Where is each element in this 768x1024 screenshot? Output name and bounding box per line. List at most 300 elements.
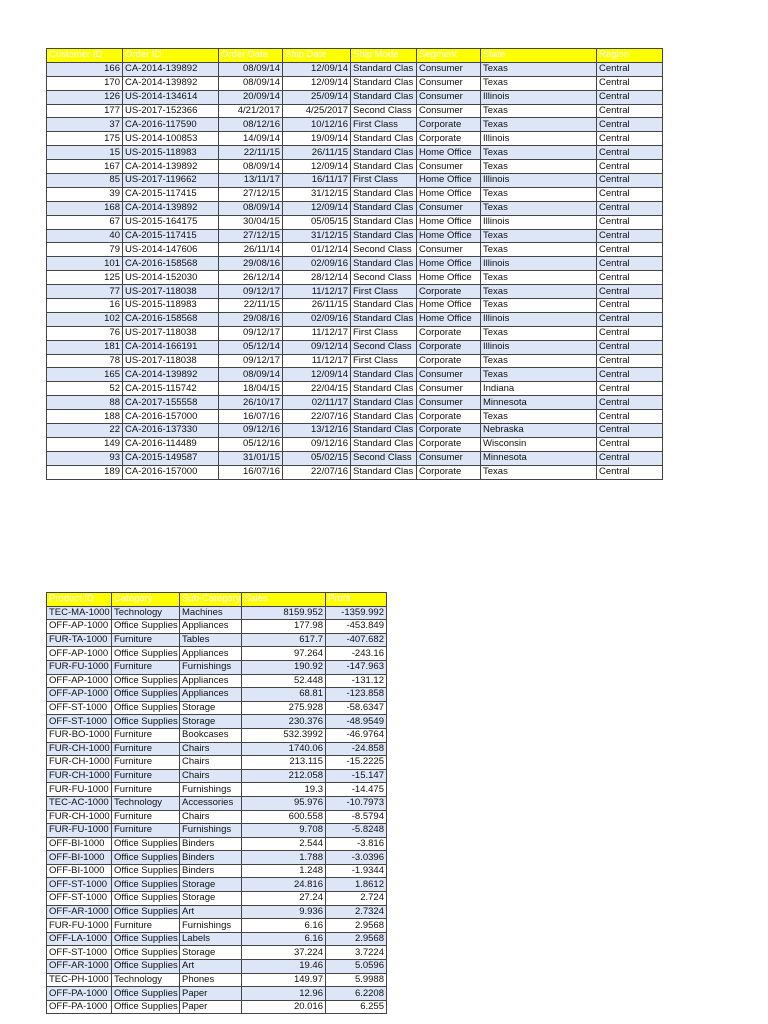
table-cell-sales[interactable]: 212.058 xyxy=(242,769,326,783)
table-cell-category[interactable]: Furniture xyxy=(112,742,180,756)
table-cell-sales[interactable]: 617.7 xyxy=(242,633,326,647)
table-cell-category[interactable]: Furniture xyxy=(112,728,180,742)
table-cell-ship-date[interactable]: 16/11/17 xyxy=(283,174,351,188)
table-cell-category[interactable]: Furniture xyxy=(112,633,180,647)
table-cell-sub-category[interactable]: Furnishings xyxy=(180,783,242,797)
table-cell-region[interactable]: Central xyxy=(597,257,663,271)
table-cell-state[interactable]: Texas xyxy=(481,243,597,257)
table-cell-category[interactable]: Furniture xyxy=(112,810,180,824)
table-cell-sales[interactable]: 190.92 xyxy=(242,660,326,674)
table-cell-customer-id[interactable]: 175 xyxy=(47,132,123,146)
table-cell-product-id[interactable]: OFF-BI-1000 xyxy=(47,837,112,851)
table-cell-order-date[interactable]: 20/09/14 xyxy=(219,90,283,104)
table-cell-ship-date[interactable]: 11/12/17 xyxy=(283,285,351,299)
table-cell-sub-category[interactable]: Storage xyxy=(180,878,242,892)
table-cell-category[interactable]: Office Supplies xyxy=(112,987,180,1001)
table-cell-ship-date[interactable]: 26/11/15 xyxy=(283,299,351,313)
table-cell-category[interactable]: Office Supplies xyxy=(112,620,180,634)
table-cell-state[interactable]: Texas xyxy=(481,201,597,215)
table-cell-state[interactable]: Illinois xyxy=(481,174,597,188)
table-cell-profit[interactable]: -131.12 xyxy=(326,674,387,688)
table-cell-state[interactable]: Illinois xyxy=(481,340,597,354)
table-cell-customer-id[interactable]: 76 xyxy=(47,326,123,340)
table-cell-customer-id[interactable]: 85 xyxy=(47,174,123,188)
table-cell-state[interactable]: Minnesota xyxy=(481,396,597,410)
table-cell-ship-mode[interactable]: Standard Clas xyxy=(351,215,417,229)
table-cell-order-id[interactable]: US-2017-119662 xyxy=(123,174,219,188)
table-cell-region[interactable]: Central xyxy=(597,132,663,146)
table-cell-ship-date[interactable]: 05/05/15 xyxy=(283,215,351,229)
table-cell-order-id[interactable]: CA-2016-158568 xyxy=(123,312,219,326)
table-cell-region[interactable]: Central xyxy=(597,160,663,174)
table-cell-ship-date[interactable]: 10/12/16 xyxy=(283,118,351,132)
table-cell-sales[interactable]: 68.81 xyxy=(242,688,326,702)
table-cell-customer-id[interactable]: 126 xyxy=(47,90,123,104)
table-cell-category[interactable]: Technology xyxy=(112,606,180,620)
table-cell-region[interactable]: Central xyxy=(597,174,663,188)
table-cell-customer-id[interactable]: 125 xyxy=(47,271,123,285)
table-cell-profit[interactable]: -1359.992 xyxy=(326,606,387,620)
table-cell-ship-date[interactable]: 01/12/14 xyxy=(283,243,351,257)
table-cell-order-id[interactable]: CA-2014-139892 xyxy=(123,62,219,76)
table-cell-customer-id[interactable]: 102 xyxy=(47,312,123,326)
table-cell-category[interactable]: Office Supplies xyxy=(112,674,180,688)
table-cell-state[interactable]: Texas xyxy=(481,465,597,479)
table-cell-segment[interactable]: Corporate xyxy=(417,465,481,479)
table-cell-customer-id[interactable]: 168 xyxy=(47,201,123,215)
table-cell-sub-category[interactable]: Storage xyxy=(180,701,242,715)
table-cell-segment[interactable]: Consumer xyxy=(417,451,481,465)
table-cell-order-id[interactable]: US-2015-164175 xyxy=(123,215,219,229)
table-cell-order-id[interactable]: US-2017-118038 xyxy=(123,354,219,368)
table-cell-ship-mode[interactable]: Standard Clas xyxy=(351,424,417,438)
table-cell-profit[interactable]: -15.2225 xyxy=(326,756,387,770)
table-cell-region[interactable]: Central xyxy=(597,104,663,118)
table-cell-segment[interactable]: Corporate xyxy=(417,340,481,354)
table-cell-region[interactable]: Central xyxy=(597,215,663,229)
table-cell-state[interactable]: Texas xyxy=(481,354,597,368)
table-cell-sub-category[interactable]: Art xyxy=(180,960,242,974)
table-cell-ship-date[interactable]: 09/12/16 xyxy=(283,437,351,451)
table-cell-sub-category[interactable]: Accessories xyxy=(180,796,242,810)
table-cell-profit[interactable]: 5.9988 xyxy=(326,973,387,987)
table-cell-ship-mode[interactable]: Standard Clas xyxy=(351,90,417,104)
table-cell-segment[interactable]: Home Office xyxy=(417,312,481,326)
table-cell-ship-mode[interactable]: First Class xyxy=(351,118,417,132)
table-cell-ship-date[interactable]: 12/09/14 xyxy=(283,368,351,382)
table-cell-product-id[interactable]: OFF-AR-1000 xyxy=(47,905,112,919)
table-cell-ship-mode[interactable]: Standard Clas xyxy=(351,160,417,174)
table-cell-product-id[interactable]: OFF-PA-1000 xyxy=(47,987,112,1001)
table-cell-region[interactable]: Central xyxy=(597,201,663,215)
table-cell-order-id[interactable]: US-2017-152366 xyxy=(123,104,219,118)
table-cell-order-date[interactable]: 05/12/16 xyxy=(219,437,283,451)
table-cell-sales[interactable]: 275.928 xyxy=(242,701,326,715)
table-cell-category[interactable]: Furniture xyxy=(112,769,180,783)
table-cell-ship-mode[interactable]: Standard Clas xyxy=(351,410,417,424)
table-cell-profit[interactable]: -15.147 xyxy=(326,769,387,783)
table-cell-state[interactable]: Texas xyxy=(481,285,597,299)
table-cell-product-id[interactable]: OFF-ST-1000 xyxy=(47,715,112,729)
table-cell-order-id[interactable]: CA-2015-115742 xyxy=(123,382,219,396)
table-cell-ship-mode[interactable]: Standard Clas xyxy=(351,368,417,382)
table-cell-region[interactable]: Central xyxy=(597,396,663,410)
table-cell-customer-id[interactable]: 16 xyxy=(47,299,123,313)
table-cell-order-date[interactable]: 22/11/15 xyxy=(219,299,283,313)
table-cell-order-id[interactable]: US-2014-100853 xyxy=(123,132,219,146)
table-cell-profit[interactable]: -243.16 xyxy=(326,647,387,661)
table-cell-sales[interactable]: 230.376 xyxy=(242,715,326,729)
table-cell-region[interactable]: Central xyxy=(597,340,663,354)
table-cell-segment[interactable]: Home Office xyxy=(417,187,481,201)
table-cell-ship-date[interactable]: 12/09/14 xyxy=(283,76,351,90)
table-cell-region[interactable]: Central xyxy=(597,437,663,451)
table-cell-sales[interactable]: 213.115 xyxy=(242,756,326,770)
table-cell-profit[interactable]: 5.0596 xyxy=(326,960,387,974)
table-cell-region[interactable]: Central xyxy=(597,146,663,160)
table-cell-category[interactable]: Furniture xyxy=(112,756,180,770)
table-cell-order-id[interactable]: US-2014-147606 xyxy=(123,243,219,257)
table-cell-ship-date[interactable]: 31/12/15 xyxy=(283,229,351,243)
table-cell-sub-category[interactable]: Bookcases xyxy=(180,728,242,742)
table-cell-order-date[interactable]: 26/10/17 xyxy=(219,396,283,410)
table-cell-order-date[interactable]: 14/09/14 xyxy=(219,132,283,146)
table-cell-sales[interactable]: 2.544 xyxy=(242,837,326,851)
table-cell-segment[interactable]: Corporate xyxy=(417,410,481,424)
table-cell-category[interactable]: Office Supplies xyxy=(112,647,180,661)
table-cell-profit[interactable]: -8.5794 xyxy=(326,810,387,824)
table-cell-customer-id[interactable]: 52 xyxy=(47,382,123,396)
table-cell-order-date[interactable]: 09/12/17 xyxy=(219,285,283,299)
table-cell-sales[interactable]: 20.016 xyxy=(242,1000,326,1014)
table-cell-segment[interactable]: Home Office xyxy=(417,299,481,313)
table-cell-customer-id[interactable]: 40 xyxy=(47,229,123,243)
table-cell-sub-category[interactable]: Chairs xyxy=(180,810,242,824)
table-cell-order-date[interactable]: 08/09/14 xyxy=(219,76,283,90)
table-cell-segment[interactable]: Corporate xyxy=(417,132,481,146)
table-cell-sales[interactable]: 27.24 xyxy=(242,892,326,906)
table-cell-profit[interactable]: -3.816 xyxy=(326,837,387,851)
table-cell-state[interactable]: Texas xyxy=(481,62,597,76)
table-cell-ship-mode[interactable]: Standard Clas xyxy=(351,396,417,410)
table-cell-segment[interactable]: Consumer xyxy=(417,104,481,118)
table-cell-category[interactable]: Office Supplies xyxy=(112,851,180,865)
table-cell-order-id[interactable]: CA-2016-137330 xyxy=(123,424,219,438)
table-cell-customer-id[interactable]: 77 xyxy=(47,285,123,299)
table-cell-region[interactable]: Central xyxy=(597,299,663,313)
table-cell-sub-category[interactable]: Storage xyxy=(180,715,242,729)
table-cell-sales[interactable]: 532.3992 xyxy=(242,728,326,742)
table-cell-state[interactable]: Nebraska xyxy=(481,424,597,438)
table-cell-profit[interactable]: -24.858 xyxy=(326,742,387,756)
table-cell-ship-mode[interactable]: Standard Clas xyxy=(351,437,417,451)
table-cell-region[interactable]: Central xyxy=(597,62,663,76)
table-cell-ship-date[interactable]: 4/25/2017 xyxy=(283,104,351,118)
table-cell-sales[interactable]: 1740.06 xyxy=(242,742,326,756)
table-cell-product-id[interactable]: FUR-TA-1000 xyxy=(47,633,112,647)
table-cell-region[interactable]: Central xyxy=(597,451,663,465)
table-cell-product-id[interactable]: OFF-ST-1000 xyxy=(47,878,112,892)
table-cell-product-id[interactable]: OFF-AR-1000 xyxy=(47,960,112,974)
table-cell-product-id[interactable]: TEC-AC-1000 xyxy=(47,796,112,810)
table-cell-order-id[interactable]: CA-2014-139892 xyxy=(123,76,219,90)
table-cell-segment[interactable]: Consumer xyxy=(417,160,481,174)
table-cell-order-date[interactable]: 05/12/14 xyxy=(219,340,283,354)
table-cell-region[interactable]: Central xyxy=(597,271,663,285)
table-cell-sales[interactable]: 9.936 xyxy=(242,905,326,919)
table-cell-ship-mode[interactable]: First Class xyxy=(351,174,417,188)
table-cell-order-date[interactable]: 13/11/17 xyxy=(219,174,283,188)
table-cell-profit[interactable]: 6.255 xyxy=(326,1000,387,1014)
table-cell-category[interactable]: Office Supplies xyxy=(112,905,180,919)
table-cell-sub-category[interactable]: Paper xyxy=(180,1000,242,1014)
table-cell-ship-mode[interactable]: First Class xyxy=(351,326,417,340)
table-cell-profit[interactable]: -453.849 xyxy=(326,620,387,634)
table-cell-ship-mode[interactable]: Standard Clas xyxy=(351,132,417,146)
table-cell-product-id[interactable]: FUR-CH-1000 xyxy=(47,769,112,783)
table-cell-product-id[interactable]: TEC-MA-1000 xyxy=(47,606,112,620)
table-cell-category[interactable]: Technology xyxy=(112,973,180,987)
table-cell-ship-mode[interactable]: Standard Clas xyxy=(351,229,417,243)
table-cell-sales[interactable]: 177.98 xyxy=(242,620,326,634)
table-cell-profit[interactable]: 1.8612 xyxy=(326,878,387,892)
table-cell-region[interactable]: Central xyxy=(597,410,663,424)
table-cell-profit[interactable]: -407.682 xyxy=(326,633,387,647)
table-cell-customer-id[interactable]: 39 xyxy=(47,187,123,201)
table-cell-ship-mode[interactable]: First Class xyxy=(351,354,417,368)
table-cell-sales[interactable]: 600.558 xyxy=(242,810,326,824)
table-cell-order-date[interactable]: 31/01/15 xyxy=(219,451,283,465)
table-cell-segment[interactable]: Corporate xyxy=(417,285,481,299)
table-cell-sub-category[interactable]: Furnishings xyxy=(180,919,242,933)
table-cell-customer-id[interactable]: 78 xyxy=(47,354,123,368)
table-cell-ship-mode[interactable]: Standard Clas xyxy=(351,62,417,76)
table-cell-product-id[interactable]: OFF-BI-1000 xyxy=(47,851,112,865)
table-cell-sub-category[interactable]: Furnishings xyxy=(180,824,242,838)
table-cell-sub-category[interactable]: Appliances xyxy=(180,620,242,634)
table-cell-order-date[interactable]: 08/09/14 xyxy=(219,160,283,174)
table-cell-category[interactable]: Office Supplies xyxy=(112,701,180,715)
table-cell-category[interactable]: Office Supplies xyxy=(112,946,180,960)
table-cell-profit[interactable]: 2.9568 xyxy=(326,919,387,933)
table-cell-customer-id[interactable]: 189 xyxy=(47,465,123,479)
table-cell-sales[interactable]: 8159.952 xyxy=(242,606,326,620)
table-cell-order-date[interactable]: 08/09/14 xyxy=(219,62,283,76)
table-cell-profit[interactable]: 2.7324 xyxy=(326,905,387,919)
table-cell-state[interactable]: Illinois xyxy=(481,215,597,229)
table-cell-sub-category[interactable]: Tables xyxy=(180,633,242,647)
table-cell-state[interactable]: Texas xyxy=(481,229,597,243)
table-cell-ship-date[interactable]: 02/09/16 xyxy=(283,257,351,271)
table-cell-region[interactable]: Central xyxy=(597,285,663,299)
table-cell-sub-category[interactable]: Chairs xyxy=(180,742,242,756)
table-cell-ship-mode[interactable]: Standard Clas xyxy=(351,146,417,160)
table-cell-state[interactable]: Texas xyxy=(481,368,597,382)
table-cell-product-id[interactable]: FUR-FU-1000 xyxy=(47,783,112,797)
table-cell-ship-date[interactable]: 12/09/14 xyxy=(283,160,351,174)
table-cell-region[interactable]: Central xyxy=(597,76,663,90)
table-cell-segment[interactable]: Corporate xyxy=(417,118,481,132)
table-cell-ship-mode[interactable]: Standard Clas xyxy=(351,257,417,271)
table-cell-order-id[interactable]: CA-2014-139892 xyxy=(123,160,219,174)
table-cell-product-id[interactable]: OFF-ST-1000 xyxy=(47,892,112,906)
table-cell-segment[interactable]: Corporate xyxy=(417,326,481,340)
table-cell-order-date[interactable]: 29/08/16 xyxy=(219,312,283,326)
table-cell-order-date[interactable]: 09/12/16 xyxy=(219,424,283,438)
table-cell-product-id[interactable]: OFF-PA-1000 xyxy=(47,1000,112,1014)
table-cell-sales[interactable]: 19.3 xyxy=(242,783,326,797)
table-cell-order-id[interactable]: CA-2015-149587 xyxy=(123,451,219,465)
table-cell-sales[interactable]: 52.448 xyxy=(242,674,326,688)
table-cell-category[interactable]: Office Supplies xyxy=(112,715,180,729)
table-cell-state[interactable]: Texas xyxy=(481,104,597,118)
table-cell-profit[interactable]: -58.6347 xyxy=(326,701,387,715)
table-cell-order-date[interactable]: 27/12/15 xyxy=(219,229,283,243)
table-cell-state[interactable]: Texas xyxy=(481,76,597,90)
table-cell-order-id[interactable]: CA-2016-157000 xyxy=(123,410,219,424)
table-cell-customer-id[interactable]: 166 xyxy=(47,62,123,76)
table-cell-order-date[interactable]: 30/04/15 xyxy=(219,215,283,229)
table-cell-order-date[interactable]: 08/09/14 xyxy=(219,201,283,215)
table-cell-state[interactable]: Illinois xyxy=(481,90,597,104)
table-cell-segment[interactable]: Consumer xyxy=(417,396,481,410)
table-cell-product-id[interactable]: OFF-AP-1000 xyxy=(47,674,112,688)
table-cell-sub-category[interactable]: Appliances xyxy=(180,688,242,702)
table-cell-customer-id[interactable]: 37 xyxy=(47,118,123,132)
table-cell-product-id[interactable]: FUR-CH-1000 xyxy=(47,756,112,770)
table-cell-category[interactable]: Furniture xyxy=(112,919,180,933)
table-cell-order-id[interactable]: CA-2014-139892 xyxy=(123,201,219,215)
table-cell-ship-date[interactable]: 05/02/15 xyxy=(283,451,351,465)
table-cell-sales[interactable]: 97.264 xyxy=(242,647,326,661)
table-cell-sub-category[interactable]: Machines xyxy=(180,606,242,620)
table-cell-customer-id[interactable]: 188 xyxy=(47,410,123,424)
table-cell-profit[interactable]: -46.9764 xyxy=(326,728,387,742)
table-cell-ship-date[interactable]: 28/12/14 xyxy=(283,271,351,285)
table-cell-sub-category[interactable]: Storage xyxy=(180,892,242,906)
table-cell-state[interactable]: Texas xyxy=(481,410,597,424)
table-cell-order-id[interactable]: US-2014-152030 xyxy=(123,271,219,285)
table-cell-ship-date[interactable]: 26/11/15 xyxy=(283,146,351,160)
table-cell-region[interactable]: Central xyxy=(597,90,663,104)
table-cell-sub-category[interactable]: Paper xyxy=(180,987,242,1001)
table-cell-state[interactable]: Texas xyxy=(481,326,597,340)
table-cell-order-id[interactable]: CA-2016-117590 xyxy=(123,118,219,132)
table-cell-segment[interactable]: Home Office xyxy=(417,174,481,188)
table-cell-ship-date[interactable]: 09/12/14 xyxy=(283,340,351,354)
table-cell-sub-category[interactable]: Appliances xyxy=(180,674,242,688)
table-cell-ship-date[interactable]: 12/09/14 xyxy=(283,62,351,76)
table-cell-region[interactable]: Central xyxy=(597,368,663,382)
table-cell-ship-mode[interactable]: Standard Clas xyxy=(351,312,417,326)
table-cell-ship-date[interactable]: 31/12/15 xyxy=(283,187,351,201)
table-cell-ship-mode[interactable]: Standard Clas xyxy=(351,465,417,479)
table-cell-segment[interactable]: Corporate xyxy=(417,424,481,438)
table-cell-product-id[interactable]: OFF-LA-1000 xyxy=(47,932,112,946)
table-cell-customer-id[interactable]: 22 xyxy=(47,424,123,438)
table-cell-profit[interactable]: 6.2208 xyxy=(326,987,387,1001)
table-cell-ship-date[interactable]: 13/12/16 xyxy=(283,424,351,438)
table-cell-sub-category[interactable]: Chairs xyxy=(180,756,242,770)
table-cell-sub-category[interactable]: Binders xyxy=(180,864,242,878)
table-cell-ship-date[interactable]: 25/09/14 xyxy=(283,90,351,104)
table-cell-customer-id[interactable]: 101 xyxy=(47,257,123,271)
table-cell-profit[interactable]: -10.7973 xyxy=(326,796,387,810)
table-cell-category[interactable]: Furniture xyxy=(112,660,180,674)
table-cell-product-id[interactable]: OFF-AP-1000 xyxy=(47,688,112,702)
table-cell-region[interactable]: Central xyxy=(597,312,663,326)
table-cell-profit[interactable]: 2.724 xyxy=(326,892,387,906)
table-cell-sales[interactable]: 12.96 xyxy=(242,987,326,1001)
table-cell-product-id[interactable]: FUR-FU-1000 xyxy=(47,919,112,933)
table-cell-customer-id[interactable]: 149 xyxy=(47,437,123,451)
table-cell-ship-date[interactable]: 02/09/16 xyxy=(283,312,351,326)
table-cell-product-id[interactable]: OFF-AP-1000 xyxy=(47,620,112,634)
table-cell-order-id[interactable]: CA-2014-166191 xyxy=(123,340,219,354)
table-cell-ship-mode[interactable]: First Class xyxy=(351,285,417,299)
table-cell-order-date[interactable]: 16/07/16 xyxy=(219,465,283,479)
table-cell-profit[interactable]: -48.9549 xyxy=(326,715,387,729)
table-cell-sales[interactable]: 6.16 xyxy=(242,919,326,933)
table-cell-segment[interactable]: Consumer xyxy=(417,90,481,104)
table-cell-segment[interactable]: Consumer xyxy=(417,76,481,90)
table-cell-segment[interactable]: Home Office xyxy=(417,229,481,243)
table-cell-sub-category[interactable]: Appliances xyxy=(180,647,242,661)
table-cell-state[interactable]: Illinois xyxy=(481,132,597,146)
table-cell-category[interactable]: Office Supplies xyxy=(112,1000,180,1014)
table-cell-sub-category[interactable]: Binders xyxy=(180,851,242,865)
table-cell-category[interactable]: Office Supplies xyxy=(112,864,180,878)
table-cell-product-id[interactable]: OFF-BI-1000 xyxy=(47,864,112,878)
table-cell-region[interactable]: Central xyxy=(597,354,663,368)
table-cell-sales[interactable]: 6.16 xyxy=(242,932,326,946)
table-cell-ship-mode[interactable]: Second Class xyxy=(351,340,417,354)
table-cell-segment[interactable]: Home Office xyxy=(417,215,481,229)
table-cell-state[interactable]: Illinois xyxy=(481,312,597,326)
table-cell-customer-id[interactable]: 181 xyxy=(47,340,123,354)
table-cell-segment[interactable]: Consumer xyxy=(417,201,481,215)
table-cell-profit[interactable]: -3.0396 xyxy=(326,851,387,865)
table-cell-region[interactable]: Central xyxy=(597,243,663,257)
table-cell-ship-date[interactable]: 22/07/16 xyxy=(283,465,351,479)
table-cell-sub-category[interactable]: Storage xyxy=(180,946,242,960)
table-cell-sales[interactable]: 37.224 xyxy=(242,946,326,960)
table-cell-profit[interactable]: 2.9568 xyxy=(326,932,387,946)
table-cell-ship-date[interactable]: 22/07/16 xyxy=(283,410,351,424)
table-cell-category[interactable]: Office Supplies xyxy=(112,688,180,702)
table-cell-ship-date[interactable]: 12/09/14 xyxy=(283,201,351,215)
table-cell-order-id[interactable]: CA-2015-117415 xyxy=(123,229,219,243)
table-cell-profit[interactable]: 3.7224 xyxy=(326,946,387,960)
table-cell-order-id[interactable]: US-2015-118983 xyxy=(123,146,219,160)
table-cell-segment[interactable]: Home Office xyxy=(417,257,481,271)
table-cell-region[interactable]: Central xyxy=(597,118,663,132)
table-cell-ship-mode[interactable]: Standard Clas xyxy=(351,201,417,215)
table-cell-customer-id[interactable]: 93 xyxy=(47,451,123,465)
table-cell-ship-mode[interactable]: Second Class xyxy=(351,243,417,257)
table-cell-profit[interactable]: -14.475 xyxy=(326,783,387,797)
table-cell-sub-category[interactable]: Phones xyxy=(180,973,242,987)
table-cell-ship-mode[interactable]: Standard Clas xyxy=(351,76,417,90)
table-cell-customer-id[interactable]: 88 xyxy=(47,396,123,410)
table-cell-product-id[interactable]: TEC-PH-1000 xyxy=(47,973,112,987)
table-cell-sales[interactable]: 9.708 xyxy=(242,824,326,838)
table-cell-state[interactable]: Texas xyxy=(481,146,597,160)
table-cell-segment[interactable]: Corporate xyxy=(417,354,481,368)
table-cell-customer-id[interactable]: 67 xyxy=(47,215,123,229)
table-cell-category[interactable]: Furniture xyxy=(112,783,180,797)
table-cell-category[interactable]: Office Supplies xyxy=(112,892,180,906)
